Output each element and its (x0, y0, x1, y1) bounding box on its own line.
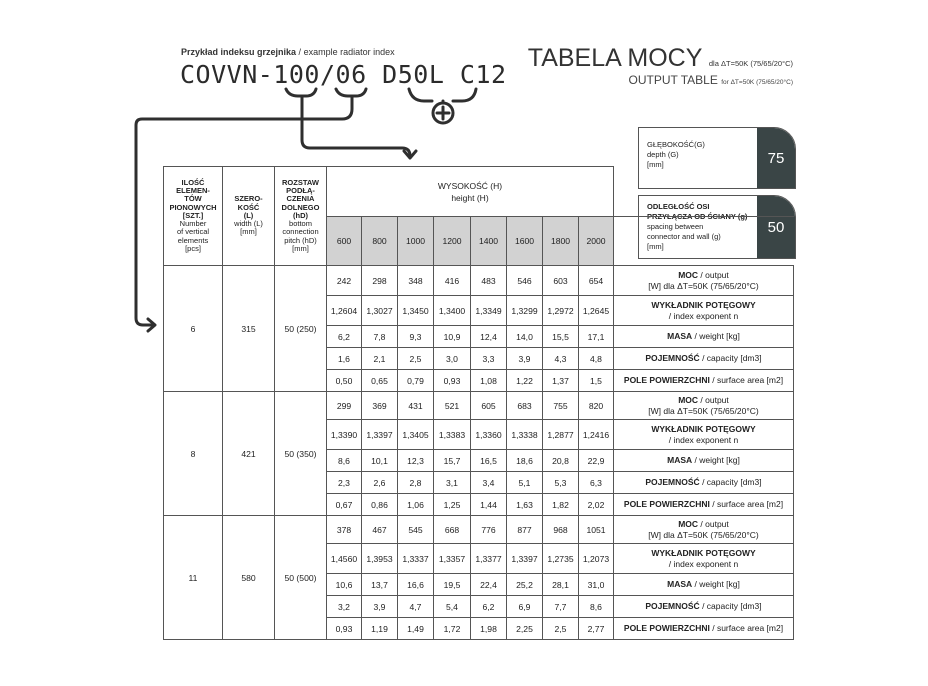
height-1800: 1800 (543, 217, 579, 266)
row-label-exponent: WYKŁADNIK POTĘGOWY / index exponent n (614, 544, 794, 574)
header-elements: ILOŚĆ ELEMEN- TÓW PIONOWYCH [SZT.] Number of vertical elements [pcs] (164, 167, 223, 266)
table-row: 0,50 0,65 0,79 0,93 1,08 1,22 1,37 1,5 POLE POWIERZCHNI / surface area [m2] (164, 370, 794, 392)
height-600: 600 (327, 217, 362, 266)
height-1600: 1600 (507, 217, 543, 266)
index-code: COVVN-100/06 D50L C12 (180, 60, 507, 89)
table-row: 11 580 50 (500) 378 467 545 668 776 877 968 1051 MOC / output [W] dla ΔT=50K (75/65/20°C) (164, 516, 794, 544)
row-label-weight: MASA / weight [kg] (614, 450, 794, 472)
row-label-output: MOC / output [W] dla ΔT=50K (75/65/20°C) (614, 516, 794, 544)
table-row: 8,6 10,1 12,3 15,7 16,5 18,6 20,8 22,9 MASA / weight [kg] (164, 450, 794, 472)
table-row: 8 421 50 (350) 299 369 431 521 605 683 755 820 MOC / output [W] dla ΔT=50K (75/65/20°C) (164, 392, 794, 420)
row-label-weight: MASA / weight [kg] (614, 326, 794, 348)
row-label-surface: POLE POWIERZCHNI / surface area [m2] (614, 494, 794, 516)
width-cell: 580 (223, 516, 275, 640)
height-1200: 1200 (434, 217, 471, 266)
row-label-output: MOC / output [W] dla ΔT=50K (75/65/20°C) (614, 266, 794, 296)
table-row: 1,3390 1,3397 1,3405 1,3383 1,3360 1,3338 1,2877 1,2416 WYKŁADNIK POTĘGOWY / index exponent n (164, 420, 794, 450)
height-1400: 1400 (471, 217, 507, 266)
height-800: 800 (362, 217, 398, 266)
row-label-capacity: POJEMNOŚĆ / capacity [dm3] (614, 596, 794, 618)
elements-cell: 8 (164, 392, 223, 516)
table-row: 1,6 2,1 2,5 3,0 3,3 3,9 4,3 4,8 POJEMNOŚĆ / capacity [dm3] (164, 348, 794, 370)
header-width: SZERO- KOŚĆ (L) width (L) [mm] (223, 167, 275, 266)
row-label-surface: POLE POWIERZCHNI / surface area [m2] (614, 370, 794, 392)
table-row: 6 315 50 (250) 242 298 348 416 483 546 603 654 MOC / output [W] dla ΔT=50K (75/65/20°C) (164, 266, 794, 296)
table-row: 1,2604 1,3027 1,3450 1,3400 1,3349 1,3299 1,2972 1,2645 WYKŁADNIK POTĘGOWY / index exponent n (164, 296, 794, 326)
spacing-value: 50 (757, 196, 795, 258)
header-pitch: ROZSTAW PODŁĄ- CZENIA DOLNEGO (hD) bottom connection pitch (hD) [mm] (275, 167, 327, 266)
table-row: 10,6 13,7 16,6 19,5 22,4 25,2 28,1 31,0 MASA / weight [kg] (164, 574, 794, 596)
row-label-exponent: WYKŁADNIK POTĘGOWY / index exponent n (614, 296, 794, 326)
row-label-output: MOC / output [W] dla ΔT=50K (75/65/20°C) (614, 392, 794, 420)
table-row: 3,2 3,9 4,7 5,4 6,2 6,9 7,7 8,6 POJEMNOŚĆ / capacity [dm3] (164, 596, 794, 618)
output-table (163, 166, 794, 640)
row-label-capacity: POJEMNOŚĆ / capacity [dm3] (614, 472, 794, 494)
pitch-cell: 50 (500) (275, 516, 327, 640)
elements-cell: 11 (164, 516, 223, 640)
height-2000: 2000 (579, 217, 614, 266)
width-cell: 421 (223, 392, 275, 516)
table-row: 0,93 1,19 1,49 1,72 1,98 2,25 2,5 2,77 POLE POWIERZCHNI / surface area [m2] (164, 618, 794, 640)
elements-cell: 6 (164, 266, 223, 392)
table-row: 0,67 0,86 1,06 1,25 1,44 1,63 1,82 2,02 POLE POWIERZCHNI / surface area [m2] (164, 494, 794, 516)
depth-box: GŁĘBOKOŚĆ(G) depth (G) [mm] 75 (638, 127, 796, 189)
row-label-capacity: POJEMNOŚĆ / capacity [dm3] (614, 348, 794, 370)
row-label-surface: POLE POWIERZCHNI / surface area [m2] (614, 618, 794, 640)
pitch-cell: 50 (350) (275, 392, 327, 516)
table-row: 1,4560 1,3953 1,3337 1,3357 1,3377 1,3397 1,2735 1,2073 WYKŁADNIK POTĘGOWY / index exponent n (164, 544, 794, 574)
width-cell: 315 (223, 266, 275, 392)
table-subtitle: OUTPUT TABLE for ΔT=50K (75/65/20°C) (628, 73, 793, 87)
row-label-weight: MASA / weight [kg] (614, 574, 794, 596)
height-1000: 1000 (398, 217, 434, 266)
index-caption: Przykład indeksu grzejnika / example radiator index (181, 47, 395, 57)
depth-value: 75 (757, 128, 795, 188)
table-row: 6,2 7,8 9,3 10,9 12,4 14,0 15,5 17,1 MASA / weight [kg] (164, 326, 794, 348)
row-label-exponent: WYKŁADNIK POTĘGOWY / index exponent n (614, 420, 794, 450)
header-height: WYSOKOŚĆ (H) height (H) (327, 167, 614, 217)
pitch-cell: 50 (250) (275, 266, 327, 392)
spacing-box: ODLEGŁOŚĆ OSI PRZYŁĄCZA OD ŚCIANY (g) spacing between connector and wall (g) [mm] 50 (638, 195, 796, 259)
table-title: TABELA MOCY dla ΔT=50K (75/65/20°C) (527, 44, 793, 72)
table-row: 2,3 2,6 2,8 3,1 3,4 5,1 5,3 6,3 POJEMNOŚĆ / capacity [dm3] (164, 472, 794, 494)
